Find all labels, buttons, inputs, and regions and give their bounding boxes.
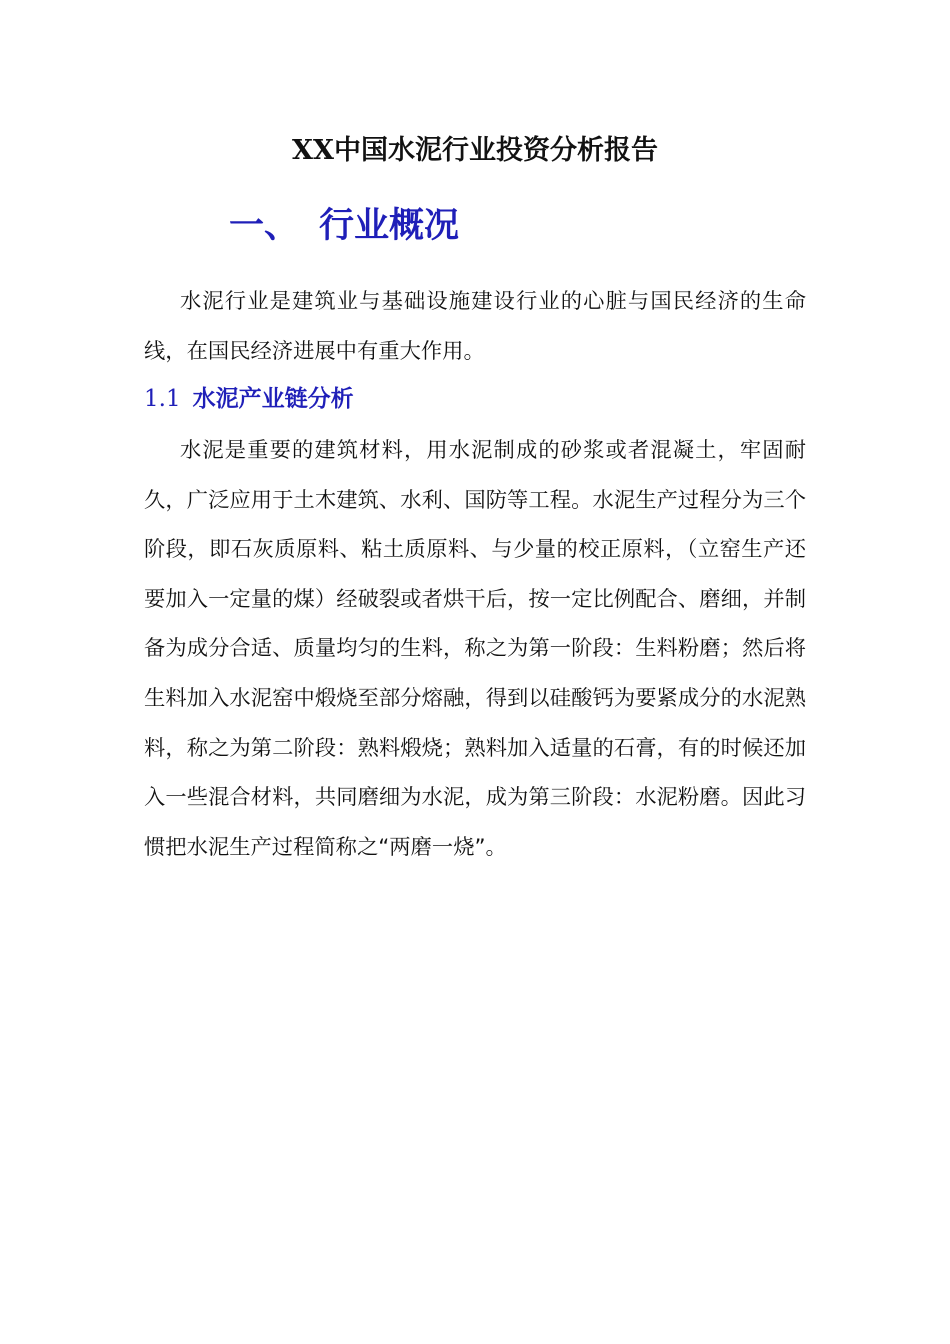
section-paragraph: 水泥行业是建筑业与基础设施建设行业的心脏与国民经济的生命线，在国民经济进展中有重大作用。 bbox=[144, 289, 806, 364]
subsection-paragraph: 水泥是重要的建筑材料，用水泥制成的砂浆或者混凝土，牢固耐久，广泛应用于土木建筑、水利、国防等工程。水泥生产过程分为三个阶段，即石灰质原料、粘土质原料、与少量的校正原料，（立窑生产还要加入一定量的煤）经破裂或者烘干后，按一定比例配合、磨细，并制备为成分合适、质量均匀的生料，称之为第一阶段：生料粉磨；然后将生料加入水泥窑中煅烧至部分熔融，得到以硅酸钙为要紧成分的水泥熟料，称之为第二阶段：熟料煅烧；熟料加入适量的石膏，有的时候还加入一些混合材料，共同磨细为水泥，成为第三阶段：水泥粉磨。因此习惯把水泥生产过程简称之“两磨一烧”。 bbox=[144, 438, 806, 860]
section-heading bbox=[229, 203, 459, 249]
section-number: 一、 bbox=[229, 206, 300, 246]
subsection-number: 1.1 bbox=[144, 386, 181, 412]
subsection-heading bbox=[144, 381, 354, 417]
document-title: XX中国水泥行业投资分析报告 bbox=[292, 135, 658, 166]
subsection-title: 水泥产业链分析 bbox=[192, 386, 354, 412]
section-title: 行业概况 bbox=[319, 206, 460, 246]
